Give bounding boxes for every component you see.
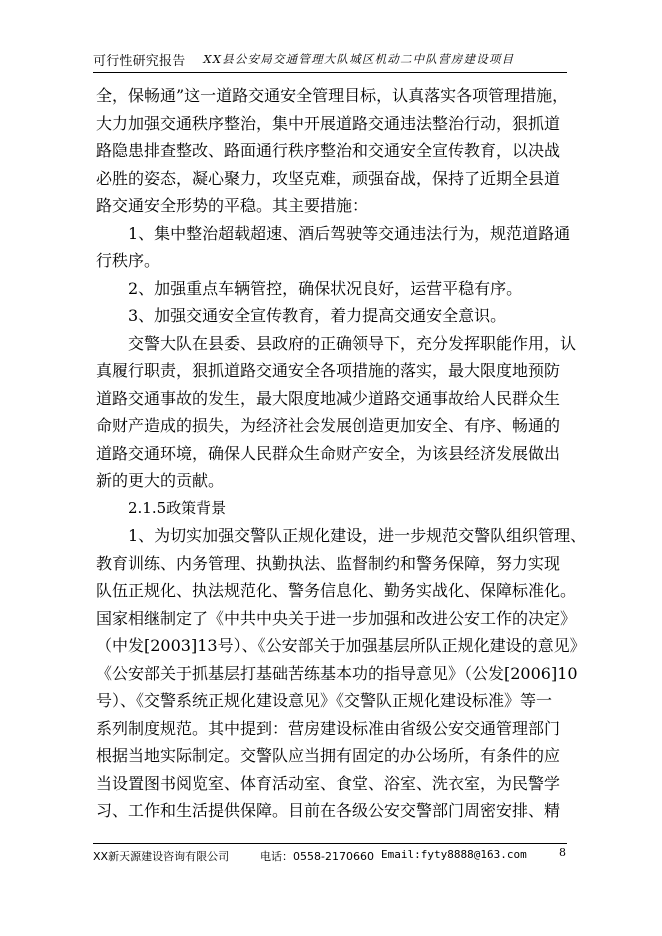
page-number: 8 xyxy=(559,846,566,859)
paragraph-traffic-police-leadership xyxy=(96,330,577,495)
text-line: （中发[2003]13号）、《公安部关于加强基层所队正规化建设的意见》 xyxy=(96,636,586,655)
paragraph-safety-goal xyxy=(96,82,569,220)
text-line: 真履行职责，狠抓道路交通安全各项措施的落实，最大限度地预防 xyxy=(96,361,561,380)
section-title: 2.1.5政策背景 xyxy=(128,498,227,517)
document-body xyxy=(96,82,587,825)
measure-item-2 xyxy=(96,275,566,303)
text-line: 行秩序。 xyxy=(96,251,161,270)
email-address: Email:fyty8888@163.com xyxy=(381,848,527,861)
header-divider xyxy=(93,72,567,73)
text-line: 大力加强交通秩序整治，集中开展道路交通违法整治行动，狠抓道 xyxy=(96,113,561,133)
text-line: 号）、《交警系统正规化建设意见》《交警队正规化建设标准》等一 xyxy=(96,691,553,710)
text-line: 1、集中整治超载超速、酒后驾驶等交通违法行为，规范道路通 xyxy=(128,223,571,243)
project-title: XX县公安局交通管理大队城区机动二中队营房建设项目 xyxy=(203,52,515,66)
text-line: 队伍正规化、执法规范化、警务信息化、勤务实战化、保障标准化。 xyxy=(96,581,577,600)
text-line: 路交通安全形势的平稳。其主要措施： xyxy=(96,196,369,215)
report-type-label: 可行性研究报告 xyxy=(93,54,186,69)
section-heading xyxy=(96,495,566,523)
text-line: 命财产造成的损失，为经济社会发展创造更加安全、有序、畅通的 xyxy=(96,416,561,435)
text-line: 交警大队在县委、县政府的正确领导下，充分发挥职能作用，认 xyxy=(128,333,577,353)
text-line: 必胜的姿态，凝心聚力，攻坚克难，顽强奋战，保持了近期全县道 xyxy=(96,168,561,188)
text-line: 道路交通事故的发生，最大限度地减少道路交通事故给人民群众生 xyxy=(96,388,561,408)
text-line: 当设置图书阅览室、体育活动室、食堂、浴室、洗衣室，为民警学 xyxy=(96,773,561,793)
measure-item-1 xyxy=(96,220,571,275)
phone-number: 电话：0558-2170660 xyxy=(260,850,374,863)
company-name: XX新天源建设咨询有限公司 xyxy=(93,850,230,863)
footer-divider xyxy=(93,843,567,844)
text-line: 根据当地实际制定。交警队应当拥有固定的办公场所，有条件的应 xyxy=(96,746,561,765)
text-line: 教育训练、内务管理、执勤执法、监督制约和警务保障，努力实现 xyxy=(96,553,561,573)
measure-item-3 xyxy=(96,302,566,330)
text-line: 《公安部关于抓基层打基础苦练基本功的指导意见》（公发[2006]10 xyxy=(96,663,578,683)
text-line: 全，保畅通”这一道路交通安全管理目标，认真落实各项管理措施， xyxy=(96,86,569,105)
text-line: 习、工作和生活提供保障。目前在各级公安交警部门周密安排、精 xyxy=(96,801,561,820)
text-line: 1、为切实加强交警队正规化建设，进一步规范交警队组织管理、 xyxy=(128,526,587,545)
text-line: 3、加强交通安全宣传教育，着力提高交通安全意识。 xyxy=(128,306,507,325)
text-line: 系列制度规范。其中提到：营房建设标准由省级公安交通管理部门 xyxy=(96,718,561,738)
text-line: 道路交通环境，确保人民群众生命财产安全，为该县经济发展做出 xyxy=(96,443,561,463)
text-line: 国家相继制定了《中共中央关于进一步加强和改进公安工作的决定》 xyxy=(96,608,577,628)
paragraph-policy-background xyxy=(96,522,587,825)
text-line: 路隐患排查整改、路面通行秩序整治和交通安全宣传教育，以决战 xyxy=(96,141,561,160)
page-header xyxy=(93,50,573,69)
text-line: 新的更大的贡献。 xyxy=(96,471,225,490)
text-line: 2、加强重点车辆管控，确保状况良好，运营平稳有序。 xyxy=(128,278,523,298)
